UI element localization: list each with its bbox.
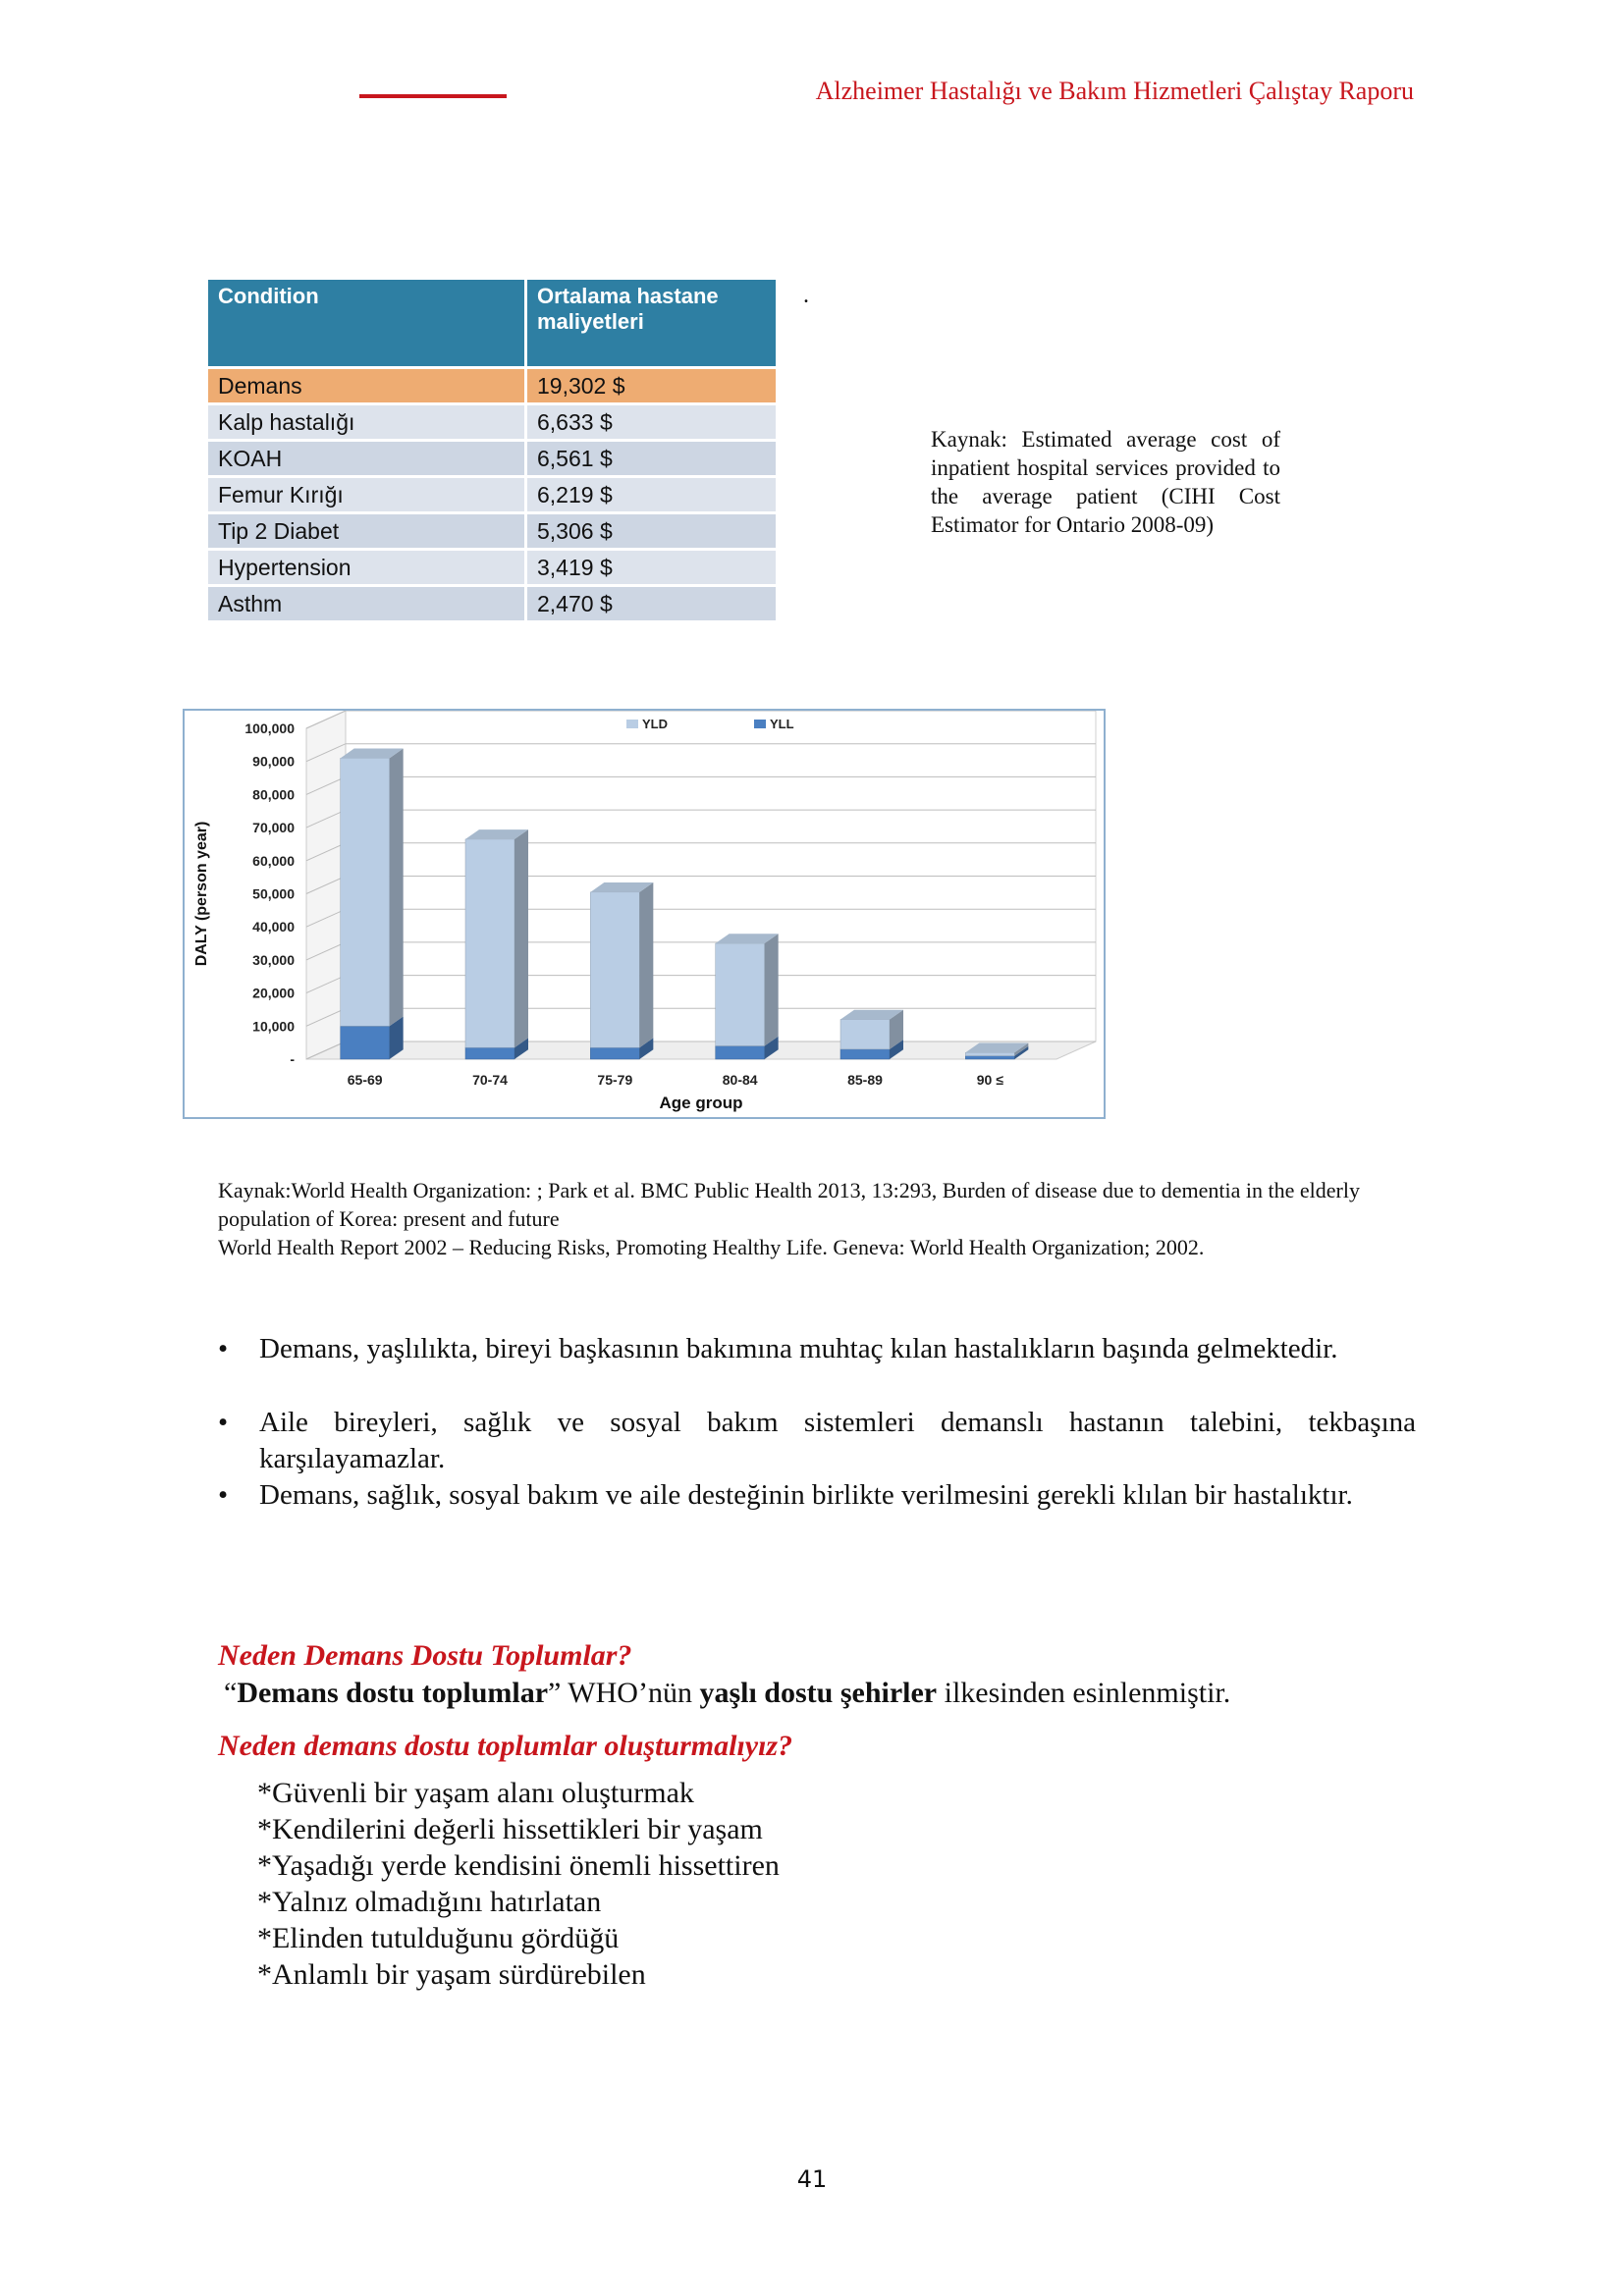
text-segment: ” WHO’nün <box>548 1677 700 1709</box>
condition-cell: Asthm <box>208 584 527 620</box>
condition-cell: Hypertension <box>208 548 527 584</box>
stray-dot: . <box>803 283 809 308</box>
bullet-icon: • <box>218 1479 229 1511</box>
hospital-cost-table <box>208 280 776 620</box>
y-tick-label: - <box>290 1051 295 1067</box>
cost-cell: 19,302 $ <box>527 366 776 402</box>
y-tick-label: 40,000 <box>252 919 295 935</box>
condition-cell: KOAH <box>208 439 527 475</box>
bar-yll <box>840 1049 890 1059</box>
x-tick-label: 70-74 <box>472 1072 508 1088</box>
daly-bar-chart <box>185 711 1104 1117</box>
chart-references <box>218 1176 1416 1261</box>
bar-yld <box>716 943 765 1045</box>
bar-yld <box>465 839 514 1047</box>
cost-cell: 6,561 $ <box>527 439 776 475</box>
legend-label: YLL <box>770 717 794 731</box>
page-number: 41 <box>796 2165 828 2193</box>
bar-yld-side <box>765 934 779 1045</box>
col-header-condition: Condition <box>208 280 527 366</box>
condition-cell: Femur Kırığı <box>208 475 527 511</box>
bold-term: yaşlı dostu şehirler <box>699 1677 938 1709</box>
reasons-list <box>257 1775 780 1993</box>
y-tick-label: 60,000 <box>252 852 295 869</box>
section-paragraph <box>224 1677 1230 1710</box>
bar-yld <box>840 1020 890 1049</box>
cost-cell: 6,633 $ <box>527 402 776 439</box>
bullet-icon: • <box>218 1407 229 1438</box>
bullet-list <box>218 1331 1416 1514</box>
y-tick-label: 70,000 <box>252 820 295 836</box>
list-item <box>218 1477 1416 1514</box>
legend-swatch-yll <box>754 720 766 728</box>
x-tick-label: 90 ≤ <box>976 1072 1003 1088</box>
table-row <box>208 439 776 475</box>
x-tick-label: 80-84 <box>722 1072 758 1088</box>
list-item: *Yalnız olmadığını hatırlatan <box>257 1886 602 1918</box>
y-tick-label: 90,000 <box>252 753 295 770</box>
y-tick-label: 20,000 <box>252 985 295 1001</box>
bar-yld <box>590 892 639 1047</box>
section-heading: Neden Demans Dostu Toplumlar? <box>218 1639 632 1672</box>
section-heading: Neden demans dostu toplumlar oluşturmalıyız? <box>218 1730 793 1762</box>
condition-cell: Kalp hastalığı <box>208 402 527 439</box>
legend-swatch-yld <box>626 720 638 728</box>
bold-term: Demans dostu toplumlar <box>237 1677 549 1709</box>
condition-cell: Demans <box>208 366 527 402</box>
cost-cell: 3,419 $ <box>527 548 776 584</box>
bar-yld <box>965 1052 1014 1055</box>
y-tick-label: 80,000 <box>252 786 295 803</box>
cost-cell: 2,470 $ <box>527 584 776 620</box>
y-tick-label: 10,000 <box>252 1018 295 1035</box>
condition-cell: Tip 2 Diabet <box>208 511 527 548</box>
table-row <box>208 511 776 548</box>
table-row <box>208 366 776 402</box>
legend-label: YLD <box>642 717 668 731</box>
y-tick-label: 100,000 <box>244 721 295 736</box>
bar-yld-side <box>390 749 404 1027</box>
list-item: *Güvenli bir yaşam alanı oluşturmak <box>257 1777 694 1809</box>
table-row <box>208 584 776 620</box>
bar-yll <box>716 1046 765 1059</box>
bar-yld <box>341 758 390 1026</box>
reference-line: World Health Report 2002 – Reducing Risks, Promoting Healthy Life. Geneva: World Health Organization; 2002. <box>218 1235 1205 1259</box>
daly-chart-frame <box>183 709 1106 1119</box>
list-item: *Anlamlı bir yaşam sürdürebilen <box>257 1958 646 1991</box>
table-row <box>208 402 776 439</box>
bullet-text: Demans, sağlık, sosyal bakım ve aile desteğinin birlikte verilmesini gerekli klılan bir hastalıktır. <box>259 1479 1353 1511</box>
y-tick-label: 50,000 <box>252 885 295 902</box>
text-segment: ilkesinden esinlenmiştir. <box>937 1677 1231 1709</box>
bullet-text: Aile bireyleri, sağlık ve sosyal bakım sistemleri demanslı hastanın talebini, tekbaşına karşılayamazlar. <box>259 1407 1416 1474</box>
running-header-title: Alzheimer Hastalığı ve Bakım Hizmetleri Çalıştay Raporu <box>815 77 1414 105</box>
cost-cell: 6,219 $ <box>527 475 776 511</box>
cost-cell: 5,306 $ <box>527 511 776 548</box>
reference-line: Kaynak:World Health Organization: ; Park et al. BMC Public Health 2013, 13:293, Burden of disease due to dementia in the elderly population of Korea: present and future <box>218 1178 1360 1231</box>
y-tick-label: 30,000 <box>252 951 295 968</box>
open-quote: “ <box>224 1677 238 1709</box>
x-axis-title: Age group <box>659 1094 743 1112</box>
list-item: *Elinden tutulduğunu gördüğü <box>257 1922 620 1954</box>
table-row <box>208 475 776 511</box>
header-accent-line <box>359 94 507 98</box>
bar-yld-side <box>639 882 653 1047</box>
bullet-text: Demans, yaşlılıkta, bireyi başkasının bakımına muhtaç kılan hastalıkların başında gelmektedir. <box>259 1333 1338 1364</box>
table-row <box>208 548 776 584</box>
x-tick-label: 65-69 <box>347 1072 383 1088</box>
bar-yll <box>465 1047 514 1059</box>
x-tick-label: 75-79 <box>597 1072 633 1088</box>
cost-table-source-note: Kaynak: Estimated average cost of inpatient hospital services provided to the average patient (CIHI Cost Estimator for Ontario 2008-09) <box>931 427 1280 537</box>
list-item <box>218 1405 1416 1477</box>
bullet-icon: • <box>218 1333 229 1364</box>
bar-yll <box>965 1056 1014 1059</box>
y-axis-title: DALY (person year) <box>193 821 210 967</box>
x-tick-label: 85-89 <box>847 1072 883 1088</box>
bar-yld-side <box>514 829 528 1047</box>
list-item: *Kendilerini değerli hissettikleri bir yaşam <box>257 1813 763 1845</box>
list-item <box>218 1331 1416 1367</box>
bar-yll <box>341 1026 390 1059</box>
col-header-cost: Ortalama hastane maliyetleri <box>527 280 776 366</box>
list-item: *Yaşadığı yerde kendisini önemli hissettiren <box>257 1849 780 1882</box>
bar-yll <box>590 1047 639 1059</box>
